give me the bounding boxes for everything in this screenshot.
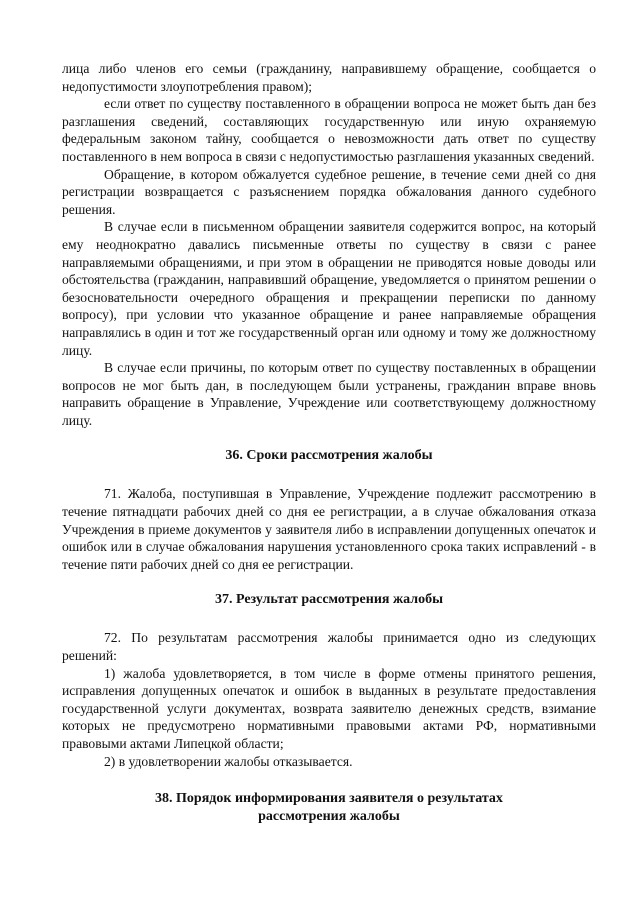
paragraph-top-4: В случае если в письменном обращении заявителя содержится вопрос, на который ему неоднократно давались письменные ответы по существу в связи с ранее направляемыми обращениями, и при этом в обращении не приводятся новые доводы или обстоятельства (гражданин, направивший обращение, уведомляется о принятом решении о безосновательности очередного обращения и прекращении переписки по данному вопросу), при условии что указанное обращение и ранее направляемые обращения направлялись в один и тот же государственный орган или одному и тому же должностному лицу. xyxy=(62,219,596,358)
paragraph-top-3: Обращение, в котором обжалуется судебное решение, в течение семи дней со дня регистрации возвращается с разъяснением порядка обжалования данного судебного решения. xyxy=(62,166,596,217)
section-37-item-1: 1) жалоба удовлетворяется, в том числе в форме отмены принятого решения, исправления допущенных опечаток и ошибок в выданных в результате предоставления государственной услуги документах, возврата заявителю денежных средств, взимание которых не предусмотрено нормативными правовыми актами РФ, нормативными правовыми актами Липецкой области; xyxy=(62,665,596,751)
paragraph-top-5: В случае если причины, по которым ответ по существу поставленных в обращении вопросов не мог быть дан, в последующем были устранены, гражданин вправе вновь направить обращение в Управление, Учреждение или соответствующему должностному лицу. xyxy=(62,360,596,428)
paragraph-top-2: если ответ по существу поставленного в обращении вопроса не может быть дан без разглашения сведений, составляющих государственную или иную охраняемую федеральным законом тайну, сообщается о невозможности дать ответ по существу поставленного в нем вопроса в связи с недопустимостью разглашения указанных сведений. xyxy=(62,96,596,164)
section-37-intro: 72. По результатам рассмотрения жалобы принимается одно из следующих решений: xyxy=(62,630,596,664)
paragraph-top-1: лица либо членов его семьи (гражданину, направившему обращение, сообщается о недопустимости злоупотребления правом); xyxy=(62,61,596,94)
section-38-heading-line-2: рассмотрения жалобы xyxy=(258,809,400,825)
section-37-item-2: 2) в удовлетворении жалобы отказывается. xyxy=(104,753,353,769)
section-37-heading: 37. Результат рассмотрения жалобы xyxy=(214,592,444,608)
section-36-paragraph: 71. Жалоба, поступившая в Управление, Учреждение подлежит рассмотрению в течение пятнадцати рабочих дней со дня ее регистрации, а в случае обжалования отказа Учреждения в приеме документов у заявителя либо в исправлении допущенных опечаток и ошибок или в случае обжалования нарушения установленного срока таких исправлений - в течение пяти рабочих дней со дня ее регистрации. xyxy=(62,486,596,572)
section-36-heading: 36. Сроки рассмотрения жалобы xyxy=(225,448,433,464)
section-38-heading-line-1: 38. Порядок информирования заявителя о результатах xyxy=(155,791,503,807)
